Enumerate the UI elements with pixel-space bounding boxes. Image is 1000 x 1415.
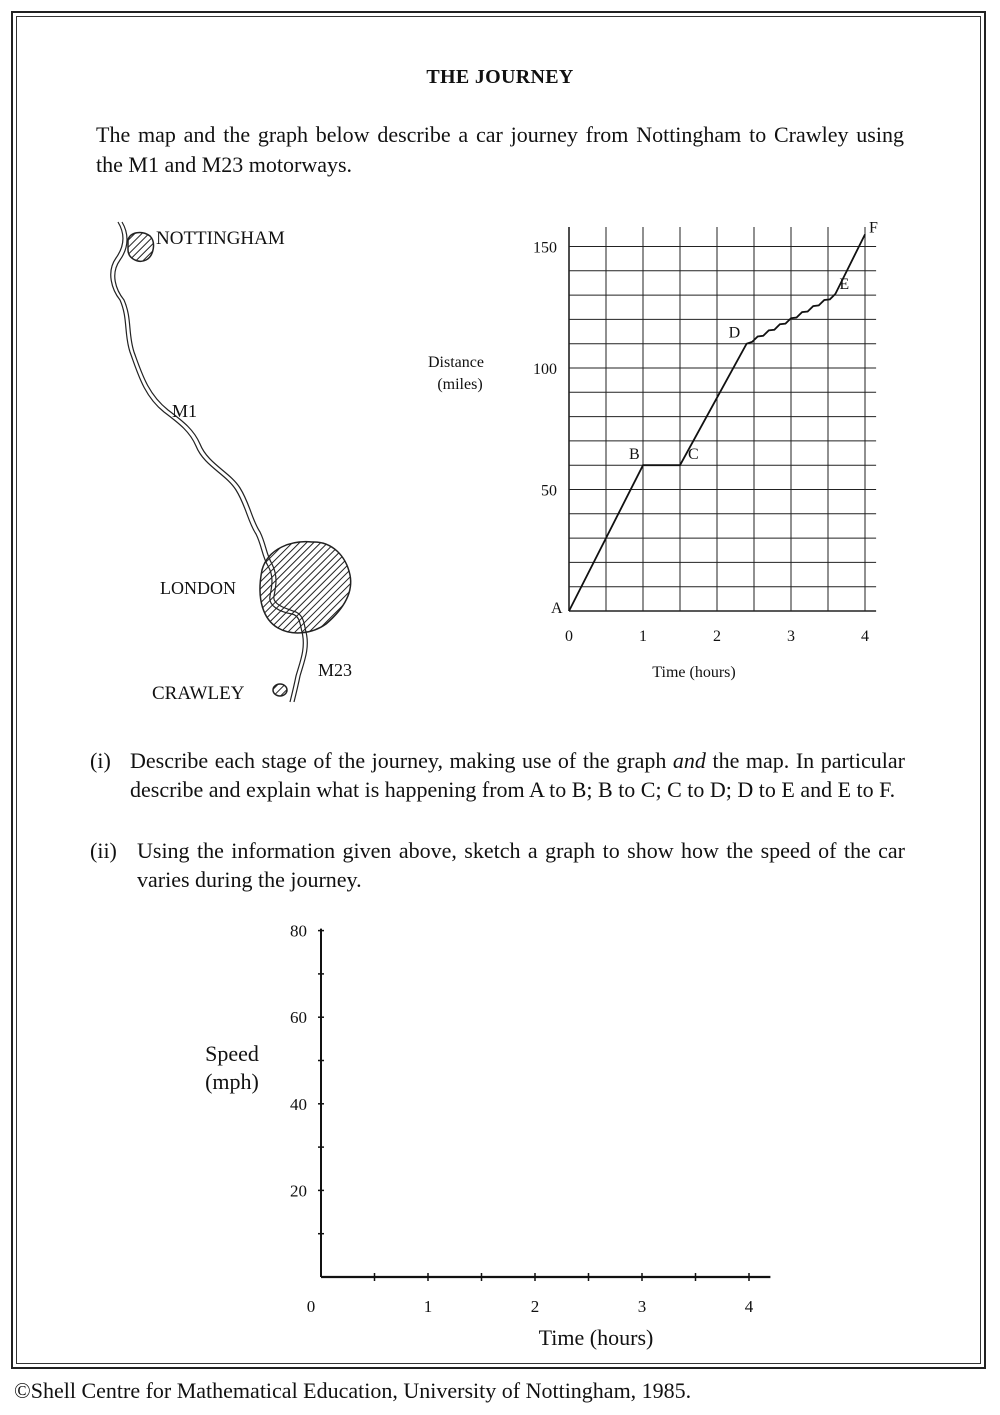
distance-x-tick-label: 1 [639, 628, 647, 645]
question-2-number: (ii) [90, 838, 117, 863]
map-label-london: LONDON [160, 578, 236, 598]
distance-y-tick-label: 50 [541, 482, 557, 500]
distance-y-tick-label: 150 [533, 239, 557, 257]
speed-x-tick-label: 3 [637, 1297, 647, 1316]
map-label-m1: M1 [172, 401, 198, 421]
distance-ylabel-line2: (miles) [437, 376, 483, 393]
point-label-e: E [839, 276, 850, 294]
distance-x-tick-label: 2 [713, 628, 721, 645]
question-1-number: (i) [90, 748, 111, 773]
intro-paragraph: The map and the graph below describe a car journey from Nottingham to Crawley using the M1 and M23 motorways. [96, 122, 904, 177]
speed-y-tick-label: 20 [290, 1181, 307, 1201]
map-label-nottingham: NOTTINGHAM [156, 228, 285, 249]
distance-x-tick-label: 0 [565, 628, 573, 645]
speed-y-tick-label: 40 [290, 1094, 307, 1114]
speed-y-tick-labels [290, 922, 307, 1201]
point-label-b: B [629, 446, 640, 464]
point-label-f: F [869, 219, 878, 237]
question-1-text-emphasis: and [672, 748, 706, 773]
speed-x-tick-labels [307, 1297, 754, 1316]
speed-x-tick-label: 4 [744, 1297, 754, 1316]
distance-ylabel-line1: Distance [428, 354, 484, 371]
distance-x-tick-label: 4 [861, 628, 869, 645]
map-label-m23: M23 [318, 660, 353, 680]
speed-x-tick-label: 1 [423, 1297, 433, 1316]
speed-axes [318, 929, 770, 1281]
speed-y-tick-label: 80 [290, 921, 307, 941]
distance-xlabel: Time (hours) [652, 664, 736, 681]
speed-x-tick-label: 0 [306, 1297, 316, 1316]
point-label-d: D [728, 324, 741, 342]
page-title: THE JOURNEY [426, 66, 574, 88]
map-label-crawley: CRAWLEY [152, 683, 245, 704]
speed-ylabel-line1: Speed [205, 1041, 259, 1066]
speed-y-tick-label: 60 [290, 1008, 307, 1028]
distance-x-tick-label: 3 [787, 628, 795, 645]
speed-ylabel-line2: (mph) [205, 1069, 259, 1094]
point-label-c: C [688, 446, 699, 464]
distance-y-tick-label: 100 [533, 361, 557, 378]
speed-x-tick-label: 2 [530, 1297, 540, 1316]
question-2-text: Using the information given above, sketch a graph to show how the speed of the car varies during the journey. [137, 838, 905, 892]
question-1-text-part1: Describe each stage of the journey, making use of the graph [130, 748, 673, 773]
point-label-a: A [551, 600, 563, 617]
speed-xlabel: Time (hours) [538, 1325, 654, 1350]
copyright-footer: ©Shell Centre for Mathematical Education, University of Nottingham, 1985. [14, 1378, 692, 1403]
question-1-text-part2: the map. In particular describe and explain what is happening from A to B; B to C; C to D; D to E and E to F. [130, 748, 905, 802]
